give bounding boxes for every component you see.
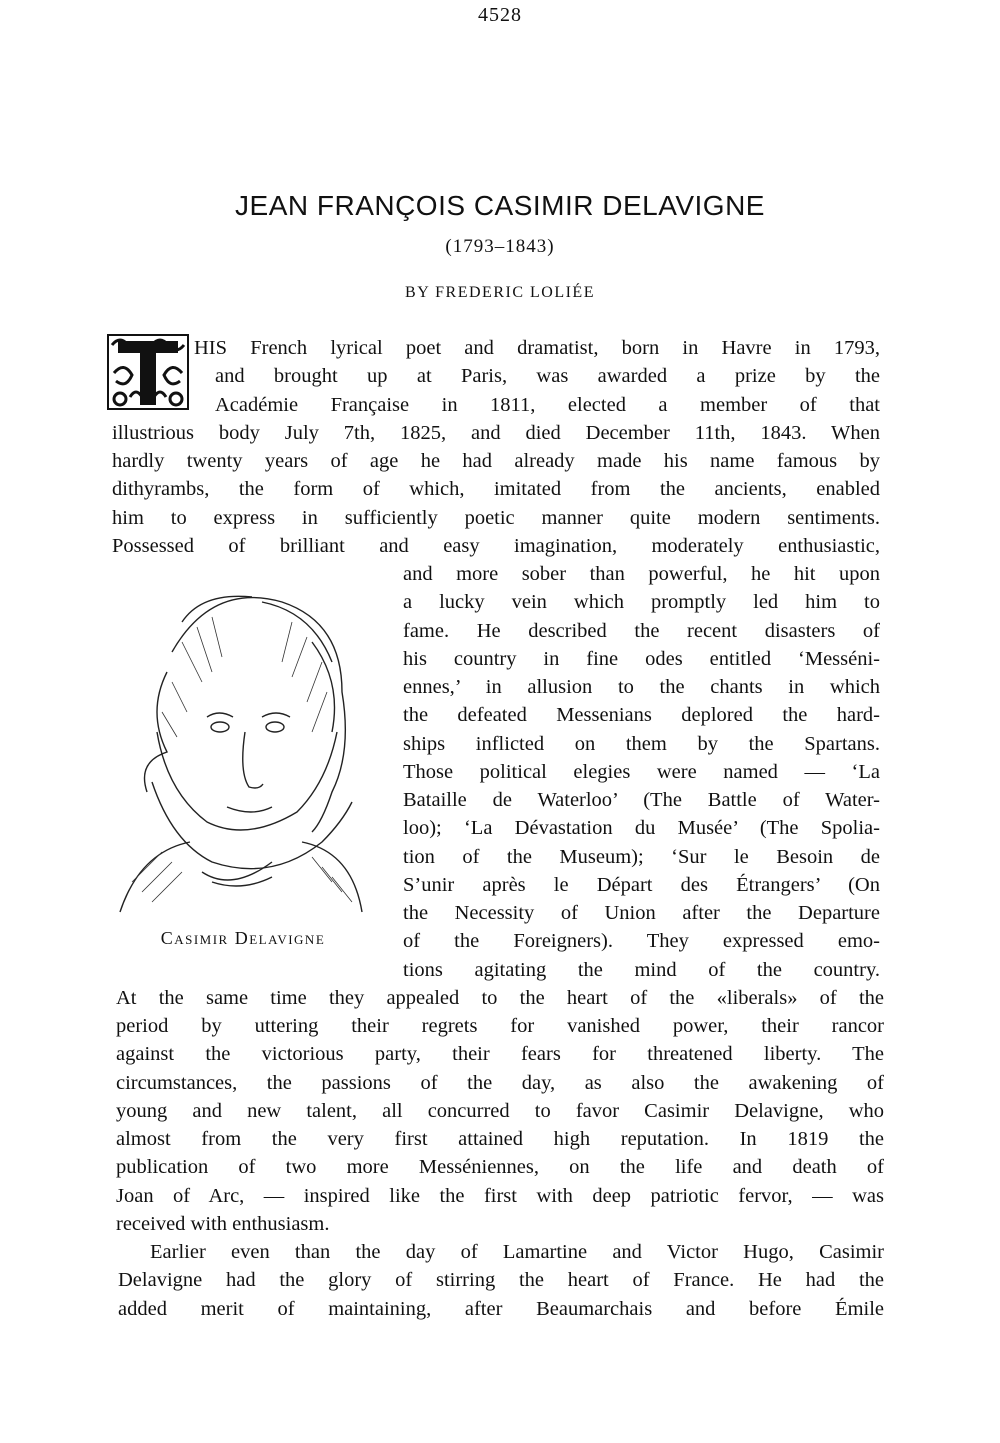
text-line: dithyrambs, the form of which, imitated from the ancients, enabled [112,478,880,501]
article-title: JEAN FRANÇOIS CASIMIR DELAVIGNE [235,190,765,221]
text-line: received with enthusiasm. [116,1212,330,1235]
text-line: fame. He described the recent disasters of [403,619,880,642]
text-line: Those political elegies were named — ‘La [403,760,880,783]
page-number: 4528 [478,4,522,26]
text-line: added merit of maintaining, after Beaumarchais and before Émile [118,1297,884,1320]
text-line: Earlier even than the day of Lamartine and Victor Hugo, Casimir [150,1241,884,1263]
text-line: the defeated Messenians deplored the hard- [403,704,880,727]
ornamental-drop-cap [106,333,190,411]
text-line: and more sober than powerful, he hit upon [403,563,880,585]
text-line: his country in fine odes entitled ‘Messéni- [403,647,880,670]
text-line: Académie Française in 1811, elected a member of that [215,393,880,416]
text-line: tions agitating the mind of the country. [403,958,880,981]
text-line: hardly twenty years of age he had already made his name famous by [112,450,880,472]
text-line: Possessed of brilliant and easy imagination, moderately enthusiastic, [112,534,880,557]
text-line: the Necessity of Union after the Departure [403,902,880,924]
life-dates: (1793–1843) [445,236,555,257]
text-line: Bataille de Waterloo’ (The Battle of Water- [403,789,880,811]
first-word-small-caps: HIS [194,337,228,359]
text-line: almost from the very first attained high reputation. In 1819 the [116,1128,884,1150]
text-line: At the same time they appealed to the heart of the «liberals» of the [116,986,884,1009]
text-line [194,336,880,360]
text-line: of the Foreigners). They expressed emo- [403,930,880,953]
text-line: a lucky vein which promptly led him to [403,591,880,614]
text-line: Joan of Arc, — inspired like the first with deep patriotic fervor, — was [116,1184,884,1207]
text-line: period by uttering their regrets for vanished power, their rancor [116,1015,884,1037]
text-line-content: French lyrical poet and dramatist, born in Havre in 1793, [250,337,880,359]
text-line: Delavigne had the glory of stirring the heart of France. He had the [118,1269,884,1292]
portrait-caption: Casimir Delavigne [160,928,326,948]
text-line: S’unir après le Départ des Étrangers’ (On [403,873,880,896]
text-line: tion of the Museum); ‘Sur le Besoin de [403,845,880,868]
text-line: ennes,’ in allusion to the chants in which [403,676,880,698]
text-line: circumstances, the passions of the day, as also the awakening of [116,1071,884,1094]
text-line: young and new talent, all concurred to favor Casimir Delavigne, who [116,1099,884,1122]
text-line: against the victorious party, their fears for threatened liberty. The [116,1043,884,1066]
text-line: him to express in sufficiently poetic manner quite modern sentiments. [112,506,880,529]
text-line: publication of two more Messéniennes, on the life and death of [116,1156,884,1179]
text-line: and brought up at Paris, was awarded a prize by the [215,365,880,388]
text-line: illustrious body July 7th, 1825, and died December 11th, 1843. When [112,421,880,444]
author-byline: BY FREDERIC LOLIÉE [405,284,595,301]
portrait-engraving [112,582,374,917]
text-line: ships inflicted on them by the Spartans. [403,732,880,755]
text-line: loo); ‘La Dévastation du Musée’ (The Spolia- [403,817,880,840]
